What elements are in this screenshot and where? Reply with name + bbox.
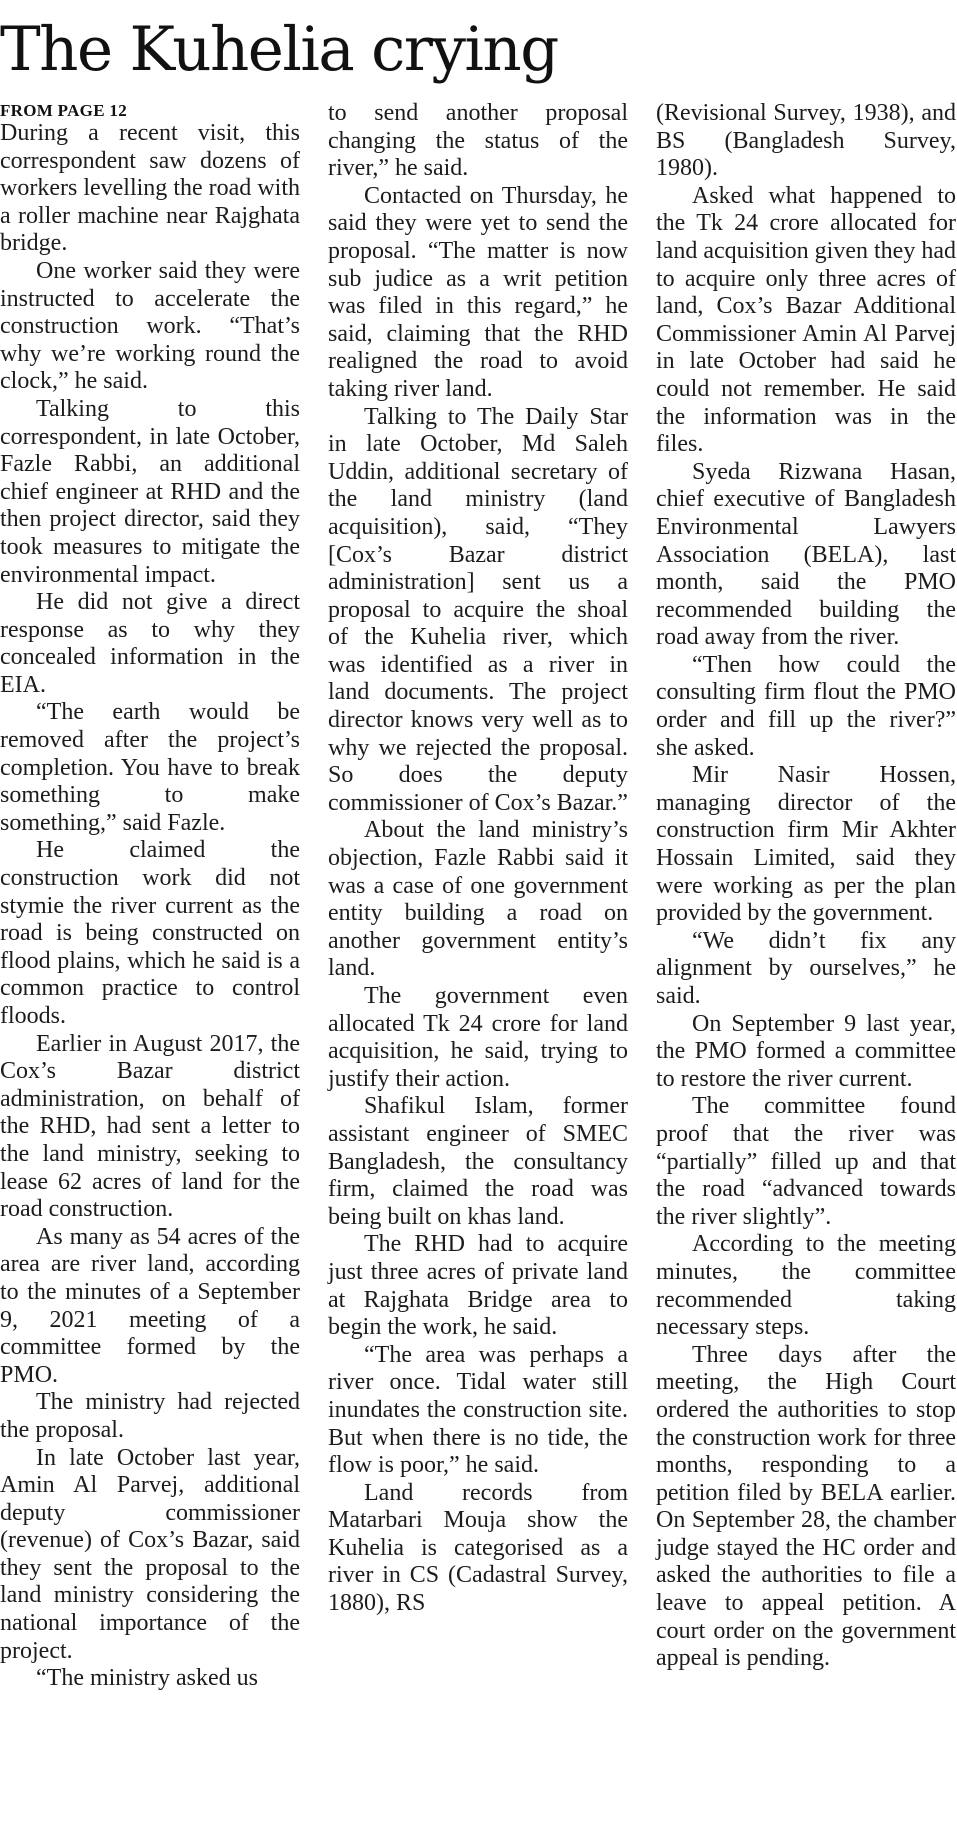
paragraph: to send another proposal changing the status of the river,” he said. — [328, 100, 628, 182]
paragraph: Land records from Matarbari Mouja show the Kuhelia is categorised as a river in CS (Cadastral Survey, 1880), RS — [328, 1479, 628, 1617]
article-column-2 — [328, 100, 628, 1618]
paragraph: Syeda Rizwana Hasan, chief executive of Bangladesh Environmental Lawyers Association (BELA), last month, said the PMO recommended building the road away from the river. — [656, 458, 956, 651]
headline: The Kuhelia crying — [0, 14, 558, 85]
paragraph: During a recent visit, this correspondent saw dozens of workers levelling the road with a roller machine near Rajghata bridge. — [0, 120, 300, 257]
paragraph: Earlier in August 2017, the Cox’s Bazar district administration, on behalf of the RHD, had sent a letter to the land ministry, seeking to lease 62 acres of land for the road construction. — [0, 1030, 300, 1223]
paragraph: About the land ministry’s objection, Fazle Rabbi said it was a case of one government entity building a road on another government entity’s land. — [328, 817, 628, 982]
paragraph: One worker said they were instructed to accelerate the construction work. “That’s why we’re working round the clock,” he said. — [0, 257, 300, 395]
paragraph: He claimed the construction work did not stymie the river current as the road is being constructed on flood plains, which he said is a common practice to control floods. — [0, 837, 300, 1029]
paragraph: “The ministry asked us — [36, 1665, 258, 1692]
article-column-1 — [0, 120, 300, 1693]
paragraph: “We didn’t fix any alignment by ourselves,” he said. — [656, 927, 956, 1009]
paragraph: Talking to The Daily Star in late October, Md Saleh Uddin, additional secretary of the land ministry (land acquisition), said, “They [Cox’s Bazar district administration] sent us a proposal to acquire the shoal of the Kuhelia river, which was identified as a river in land documents. The project director knows very well as to why we rejected the proposal. So does the deputy commissioner of Cox’s Bazar.” — [328, 403, 628, 816]
paragraph: The committee found proof that the river was “partially” filled up and that the road “advanced towards the river slightly”. — [656, 1093, 956, 1230]
paragraph: Contacted on Thursday, he said they were yet to send the proposal. “The matter is now sub judice as a writ petition was filed in this regard,” he said, claiming that the RHD realigned the road to avoid taking river land. — [328, 182, 628, 402]
paragraph: Three days after the meeting, the High Court ordered the authorities to stop the construction work for three months, responding to a petition filed by BELA earlier. On September 28, the chamber judge stayed the HC order and asked the authorities to file a leave to appeal petition. A court order on the government appeal is pending. — [656, 1341, 956, 1672]
paragraph: The RHD had to acquire just three acres of private land at Rajghata Bridge area to begin the work, he said. — [328, 1231, 628, 1341]
paragraph: The ministry had rejected the proposal. — [0, 1389, 300, 1443]
continuation-kicker: FROM PAGE 12 — [0, 101, 127, 120]
paragraph: On September 9 last year, the PMO formed a committee to restore the river current. — [656, 1010, 956, 1092]
paragraph: Talking to this correspondent, in late October, Fazle Rabbi, an additional chief engineer at RHD and the then project director, said they took measures to mitigate the environmental impact. — [0, 395, 300, 588]
paragraph: The government even allocated Tk 24 crore for land acquisition, he said, trying to justify their action. — [328, 983, 628, 1092]
paragraph: Mir Nasir Hossen, managing director of the construction firm Mir Akhter Hossain Limited, said they were working as per the plan provided by the government. — [656, 762, 956, 927]
paragraph: In late October last year, Amin Al Parvej, additional deputy commissioner (revenue) of Cox’s Bazar, said they sent the proposal to the land ministry considering the national importance of the project. — [0, 1444, 300, 1664]
paragraph: Shafikul Islam, former assistant engineer of SMEC Bangladesh, the consultancy firm, claimed the road was being built on khas land. — [328, 1093, 628, 1230]
article-column-3 — [656, 100, 956, 1673]
paragraph: According to the meeting minutes, the committee recommended taking necessary steps. — [656, 1231, 956, 1341]
paragraph: (Revisional Survey, 1938), and BS (Bangladesh Survey, 1980). — [656, 100, 956, 182]
paragraph: Asked what happened to the Tk 24 crore allocated for land acquisition given they had to acquire only three acres of land, Cox’s Bazar Additional Commissioner Amin Al Parvej in late October had said he could not remember. He said the information was in the files. — [656, 182, 956, 458]
paragraph: “The area was perhaps a river once. Tidal water still inundates the construction site. But when there is no tide, the flow is poor,” he said. — [328, 1341, 628, 1479]
paragraph: “The earth would be removed after the project’s completion. You have to break something to make something,” said Fazle. — [0, 699, 300, 836]
paragraph: As many as 54 acres of the area are river land, according to the minutes of a September 9, 2021 meeting of a committee formed by the PMO. — [0, 1223, 300, 1388]
paragraph: “Then how could the consulting firm flout the PMO order and fill up the river?” she asked. — [656, 651, 956, 761]
paragraph: He did not give a direct response as to why they concealed information in the EIA. — [0, 589, 300, 698]
